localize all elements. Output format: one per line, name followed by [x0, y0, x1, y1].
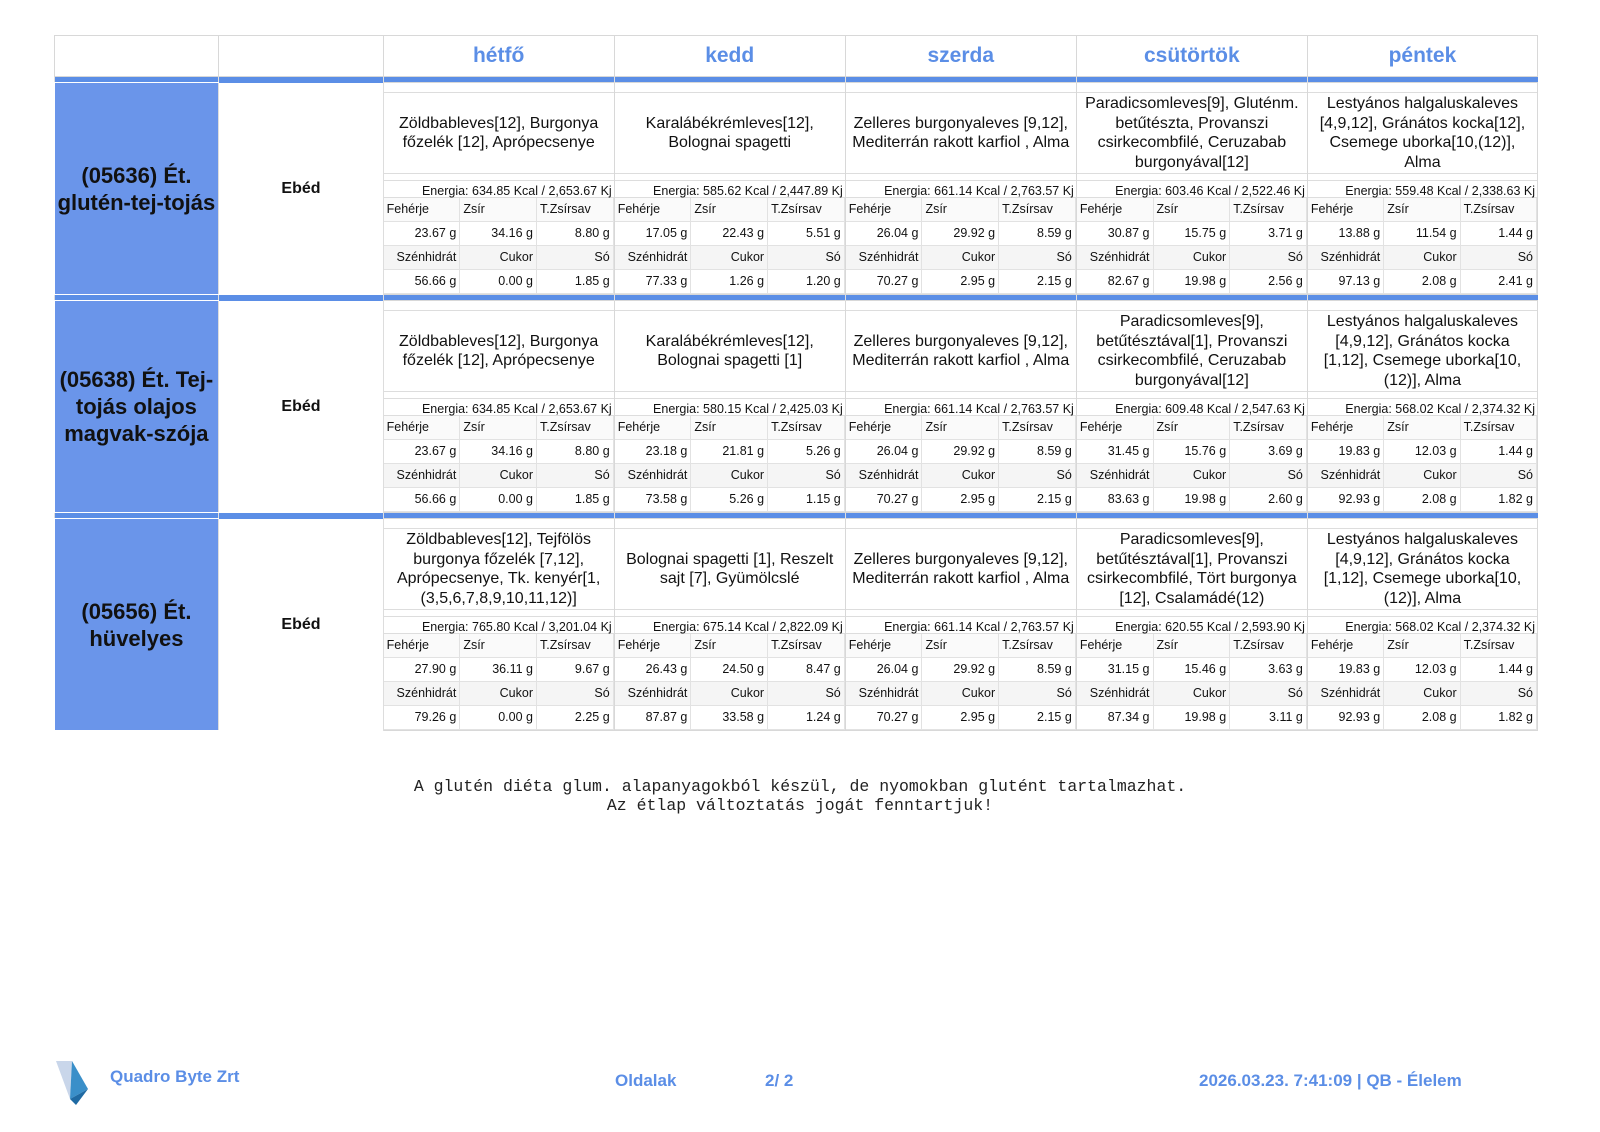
salt-value: 1.20 g [768, 270, 845, 294]
dish-text: Zöldbableves[12], Burgonya főzelék [12], Aprópecsenye [384, 92, 614, 174]
carb-value: 79.26 g [384, 706, 461, 730]
nutrition-grid [1077, 416, 1307, 512]
sugar-value: 0.00 g [460, 270, 537, 294]
energy-value: Energia: 585.62 Kcal / 2,447.89 Kj [615, 180, 845, 198]
nutrient-label: Zsír [922, 634, 999, 658]
nutrient-label: Fehérje [1308, 198, 1384, 222]
nutrient-label: Szénhidrát [1077, 464, 1154, 488]
fat-value: 29.92 g [922, 440, 999, 464]
salt-value: 1.85 g [537, 488, 614, 512]
footer-note-line: A glutén diéta glum. alapanyagokból készül, de nyomokban glutént tartalmazhat. [413, 777, 1187, 796]
nutrient-label: Só [537, 464, 614, 488]
dish-text: Lestyános halgaluskaleves [4,9,12], Gránátos kocka[12], Csemege uborka[10,(12)], Alma [1308, 92, 1537, 174]
nutrient-label: Zsír [460, 416, 537, 440]
energy-value: Energia: 609.48 Kcal / 2,547.63 Kj [1077, 398, 1307, 416]
carb-value: 83.63 g [1077, 488, 1154, 512]
carb-value: 70.27 g [846, 488, 923, 512]
nutrient-label: T.Zsírsav [768, 416, 845, 440]
sat-fat-value: 3.69 g [1230, 440, 1307, 464]
dish-text: Lestyános halgaluskaleves [4,9,12], Gránátos kocka [1,12], Csemege uborka[10,(12)], Alma [1308, 528, 1537, 610]
nutrient-label: Só [768, 682, 845, 706]
fat-value: 34.16 g [460, 222, 537, 246]
nutrition-grid [846, 416, 1076, 512]
fat-value: 11.54 g [1384, 222, 1460, 246]
nutrient-label: Só [537, 682, 614, 706]
nutrient-label: T.Zsírsav [999, 416, 1076, 440]
nutrient-label: Cukor [460, 246, 537, 270]
day-header: szerda [845, 36, 1076, 77]
day-cell [1307, 301, 1537, 513]
protein-value: 17.05 g [615, 222, 692, 246]
fat-value: 24.50 g [691, 658, 768, 682]
nutrient-label: T.Zsírsav [999, 634, 1076, 658]
nutrient-label: Cukor [1154, 464, 1231, 488]
meal-label: Ebéd [219, 301, 383, 513]
carb-value: 56.66 g [384, 488, 461, 512]
nutrient-label: Zsír [922, 416, 999, 440]
salt-value: 2.56 g [1230, 270, 1307, 294]
diet-row [55, 301, 1538, 513]
nutrition-grid [1308, 634, 1537, 730]
salt-value: 1.82 g [1461, 706, 1537, 730]
dish-text: Paradicsomleves[9], betűtésztával[1], Provanszi csirkecombfilé, Ceruzabab burgonyával[12] [1077, 310, 1307, 392]
protein-value: 27.90 g [384, 658, 461, 682]
protein-value: 26.04 g [846, 222, 923, 246]
nutrient-label: Szénhidrát [846, 246, 923, 270]
salt-value: 2.15 g [999, 706, 1076, 730]
protein-value: 13.88 g [1308, 222, 1384, 246]
nutrient-label: Zsír [1154, 198, 1231, 222]
nutrient-label: Cukor [1154, 682, 1231, 706]
nutrient-label: Szénhidrát [1308, 464, 1384, 488]
salt-value: 2.15 g [999, 270, 1076, 294]
protein-value: 26.04 g [846, 440, 923, 464]
nutrient-label: Só [1230, 464, 1307, 488]
sat-fat-value: 1.44 g [1461, 222, 1537, 246]
day-cell [845, 83, 1076, 295]
meal-label: Ebéd [219, 83, 383, 295]
nutrient-label: Só [1230, 682, 1307, 706]
dish-text: Zöldbableves[12], Burgonya főzelék [12], Aprópecsenye [384, 310, 614, 392]
sat-fat-value: 8.59 g [999, 440, 1076, 464]
day-cell [614, 83, 845, 295]
nutrient-label: Zsír [460, 634, 537, 658]
nutrient-label: Cukor [922, 682, 999, 706]
sat-fat-value: 8.47 g [768, 658, 845, 682]
nutrient-label: Só [1461, 682, 1537, 706]
nutrient-label: Fehérje [1308, 634, 1384, 658]
nutrient-label: Só [1230, 246, 1307, 270]
nutrient-label: Cukor [922, 464, 999, 488]
nutrient-label: Zsír [691, 198, 768, 222]
protein-value: 26.04 g [846, 658, 923, 682]
energy-value: Energia: 634.85 Kcal / 2,653.67 Kj [384, 398, 614, 416]
nutrition-grid [1077, 198, 1307, 294]
day-cell [383, 301, 614, 513]
nutrient-label: T.Zsírsav [537, 634, 614, 658]
day-cell [1307, 519, 1537, 731]
protein-value: 23.18 g [615, 440, 692, 464]
carb-value: 92.93 g [1308, 488, 1384, 512]
company-name: Quadro Byte Zrt [110, 1067, 240, 1086]
day-cell [383, 519, 614, 731]
sugar-value: 33.58 g [691, 706, 768, 730]
nutrient-label: T.Zsírsav [1461, 634, 1537, 658]
nutrient-label: Só [768, 246, 845, 270]
nutrient-label: Szénhidrát [615, 246, 692, 270]
nutrient-label: Fehérje [846, 416, 923, 440]
sugar-value: 19.98 g [1154, 488, 1231, 512]
nutrient-label: Fehérje [846, 634, 923, 658]
nutrition-grid [1308, 416, 1537, 512]
fat-value: 15.76 g [1154, 440, 1231, 464]
dish-text: Zelleres burgonyaleves [9,12], Mediterrán rakott karfiol , Alma [846, 92, 1076, 174]
fat-value: 21.81 g [691, 440, 768, 464]
nutrient-label: Fehérje [615, 634, 692, 658]
carb-value: 87.87 g [615, 706, 692, 730]
carb-value: 77.33 g [615, 270, 692, 294]
nutrient-label: T.Zsírsav [1461, 198, 1537, 222]
nutrient-label: Cukor [1154, 246, 1231, 270]
carb-value: 92.93 g [1308, 706, 1384, 730]
nutrition-grid [1077, 634, 1307, 730]
nutrition-grid [846, 198, 1076, 294]
nutrient-label: Cukor [691, 464, 768, 488]
diet-row [55, 519, 1538, 731]
diet-row [55, 83, 1538, 295]
day-header: csütörtök [1076, 36, 1307, 77]
nutrient-label: Szénhidrát [384, 682, 461, 706]
dish-text: Paradicsomleves[9], Gluténm. betűtészta, Provanszi csirkecombfilé, Ceruzabab burgonyával[12] [1077, 92, 1307, 174]
nutrient-label: Zsír [691, 634, 768, 658]
nutrition-grid [384, 634, 614, 730]
nutrient-label: Szénhidrát [846, 682, 923, 706]
sugar-value: 2.95 g [922, 706, 999, 730]
salt-value: 1.85 g [537, 270, 614, 294]
nutrient-label: T.Zsírsav [1230, 198, 1307, 222]
nutrient-label: T.Zsírsav [537, 198, 614, 222]
nutrient-label: Szénhidrát [615, 682, 692, 706]
sat-fat-value: 8.80 g [537, 440, 614, 464]
dish-text: Zöldbableves[12], Tejfölös burgonya főzelék [7,12], Aprópecsenye, Tk. kenyér[1,(3,5,6,7,8,9,10,11,12)] [384, 528, 614, 610]
energy-value: Energia: 603.46 Kcal / 2,522.46 Kj [1077, 180, 1307, 198]
fat-value: 22.43 g [691, 222, 768, 246]
sat-fat-value: 8.80 g [537, 222, 614, 246]
nutrient-label: Szénhidrát [384, 246, 461, 270]
carb-value: 82.67 g [1077, 270, 1154, 294]
dish-text: Karalábékrémleves[12], Bolognai spagetti [1] [615, 310, 845, 392]
fat-value: 34.16 g [460, 440, 537, 464]
nutrient-label: Só [768, 464, 845, 488]
dish-text: Bolognai spagetti [1], Reszelt sajt [7], Gyümölcslé [615, 528, 845, 610]
nutrient-label: Fehérje [384, 198, 461, 222]
header-blank-meal [219, 36, 383, 77]
fat-value: 29.92 g [922, 658, 999, 682]
nutrient-label: T.Zsírsav [999, 198, 1076, 222]
nutrient-label: Fehérje [384, 416, 461, 440]
energy-value: Energia: 661.14 Kcal / 2,763.57 Kj [846, 616, 1076, 634]
quadro-byte-logo-icon [54, 1059, 90, 1105]
carb-value: 97.13 g [1308, 270, 1384, 294]
pages-label: Oldalak [615, 1071, 677, 1090]
sugar-value: 2.95 g [922, 270, 999, 294]
nutrition-grid [615, 634, 845, 730]
header-blank-diet [55, 36, 219, 77]
sugar-value: 19.98 g [1154, 706, 1231, 730]
nutrient-label: Zsír [691, 416, 768, 440]
sat-fat-value: 8.59 g [999, 222, 1076, 246]
energy-value: Energia: 661.14 Kcal / 2,763.57 Kj [846, 398, 1076, 416]
nutrient-label: Cukor [1384, 246, 1460, 270]
day-cell [614, 301, 845, 513]
sugar-value: 5.26 g [691, 488, 768, 512]
nutrient-label: Cukor [1384, 464, 1460, 488]
sat-fat-value: 8.59 g [999, 658, 1076, 682]
day-cell [383, 83, 614, 295]
day-header: kedd [614, 36, 845, 77]
nutrient-label: T.Zsírsav [1230, 634, 1307, 658]
fat-value: 36.11 g [460, 658, 537, 682]
salt-value: 2.15 g [999, 488, 1076, 512]
nutrient-label: T.Zsírsav [768, 198, 845, 222]
nutrient-label: Szénhidrát [384, 464, 461, 488]
dish-text: Paradicsomleves[9], betűtésztával[1], Provanszi csirkecombfilé, Tört burgonya [12], Csalamádé(12) [1077, 528, 1307, 610]
day-cell [1307, 83, 1537, 295]
energy-value: Energia: 675.14 Kcal / 2,822.09 Kj [615, 616, 845, 634]
protein-value: 26.43 g [615, 658, 692, 682]
nutrient-label: Só [999, 682, 1076, 706]
nutrient-label: Zsír [1154, 416, 1231, 440]
nutrition-grid [846, 634, 1076, 730]
nutrient-label: T.Zsírsav [1230, 416, 1307, 440]
nutrient-label: Szénhidrát [615, 464, 692, 488]
day-cell [1076, 519, 1307, 731]
nutrient-label: Fehérje [615, 416, 692, 440]
nutrient-label: Szénhidrát [1077, 246, 1154, 270]
nutrient-label: Só [537, 246, 614, 270]
protein-value: 30.87 g [1077, 222, 1154, 246]
energy-value: Energia: 580.15 Kcal / 2,425.03 Kj [615, 398, 845, 416]
footer-note-line: Az étlap változtatás jogát fenntartjuk! [606, 796, 994, 815]
sat-fat-value: 3.71 g [1230, 222, 1307, 246]
nutrient-label: Fehérje [1308, 416, 1384, 440]
nutrient-label: Fehérje [1077, 198, 1154, 222]
sat-fat-value: 1.44 g [1461, 440, 1537, 464]
sugar-value: 19.98 g [1154, 270, 1231, 294]
energy-value: Energia: 765.80 Kcal / 3,201.04 Kj [384, 616, 614, 634]
protein-value: 31.45 g [1077, 440, 1154, 464]
day-cell [1076, 83, 1307, 295]
fat-value: 15.46 g [1154, 658, 1231, 682]
salt-value: 2.60 g [1230, 488, 1307, 512]
sugar-value: 2.95 g [922, 488, 999, 512]
salt-value: 2.41 g [1461, 270, 1537, 294]
nutrient-label: T.Zsírsav [1461, 416, 1537, 440]
sugar-value: 0.00 g [460, 706, 537, 730]
sat-fat-value: 5.51 g [768, 222, 845, 246]
protein-value: 19.83 g [1308, 658, 1384, 682]
nutrient-label: Zsír [1384, 198, 1460, 222]
nutrient-label: Zsír [460, 198, 537, 222]
day-cell [614, 519, 845, 731]
carb-value: 87.34 g [1077, 706, 1154, 730]
protein-value: 23.67 g [384, 222, 461, 246]
fat-value: 12.03 g [1384, 440, 1460, 464]
energy-value: Energia: 559.48 Kcal / 2,338.63 Kj [1308, 180, 1537, 198]
print-timestamp: 2026.03.23. 7:41:09 | QB - Élelem [1199, 1071, 1462, 1090]
nutrient-label: Só [1461, 464, 1537, 488]
day-cell [845, 301, 1076, 513]
diet-name: (05638) Ét. Tej-tojás olajos magvak-szója [55, 301, 219, 513]
day-header: hétfő [383, 36, 614, 77]
nutrient-label: T.Zsírsav [768, 634, 845, 658]
nutrient-label: Szénhidrát [1308, 246, 1384, 270]
nutrient-label: Só [1461, 246, 1537, 270]
nutrient-label: Fehérje [615, 198, 692, 222]
sat-fat-value: 9.67 g [537, 658, 614, 682]
nutrient-label: Zsír [1384, 634, 1460, 658]
nutrient-label: Cukor [922, 246, 999, 270]
dish-text: Lestyános halgaluskaleves [4,9,12], Gránátos kocka [1,12], Csemege uborka[10,(12)], Alma [1308, 310, 1537, 392]
nutrition-grid [615, 198, 845, 294]
diet-name: (05656) Ét. hüvelyes [55, 519, 219, 731]
nutrient-label: Zsír [922, 198, 999, 222]
energy-value: Energia: 634.85 Kcal / 2,653.67 Kj [384, 180, 614, 198]
day-header: péntek [1307, 36, 1537, 77]
nutrient-label: Cukor [1384, 682, 1460, 706]
nutrient-label: Szénhidrát [846, 464, 923, 488]
salt-value: 1.15 g [768, 488, 845, 512]
nutrient-label: Cukor [691, 682, 768, 706]
day-header-row [55, 36, 1538, 77]
nutrition-grid [384, 416, 614, 512]
fat-value: 15.75 g [1154, 222, 1231, 246]
nutrient-label: Zsír [1154, 634, 1231, 658]
energy-value: Energia: 620.55 Kcal / 2,593.90 Kj [1077, 616, 1307, 634]
carb-value: 70.27 g [846, 706, 923, 730]
sugar-value: 0.00 g [460, 488, 537, 512]
protein-value: 31.15 g [1077, 658, 1154, 682]
day-cell [845, 519, 1076, 731]
salt-value: 2.25 g [537, 706, 614, 730]
nutrient-label: Zsír [1384, 416, 1460, 440]
energy-value: Energia: 568.02 Kcal / 2,374.32 Kj [1308, 616, 1537, 634]
nutrient-label: Só [999, 464, 1076, 488]
footer-note [0, 777, 1600, 815]
sat-fat-value: 1.44 g [1461, 658, 1537, 682]
meal-label: Ebéd [219, 519, 383, 731]
salt-value: 1.82 g [1461, 488, 1537, 512]
carb-value: 73.58 g [615, 488, 692, 512]
nutrient-label: Fehérje [1077, 634, 1154, 658]
protein-value: 19.83 g [1308, 440, 1384, 464]
diet-name: (05636) Ét. glutén-tej-tojás [55, 83, 219, 295]
dish-text: Zelleres burgonyaleves [9,12], Mediterrán rakott karfiol , Alma [846, 528, 1076, 610]
dish-text: Karalábékrémleves[12], Bolognai spagetti [615, 92, 845, 174]
carb-value: 56.66 g [384, 270, 461, 294]
nutrient-label: Fehérje [384, 634, 461, 658]
nutrition-grid [615, 416, 845, 512]
fat-value: 12.03 g [1384, 658, 1460, 682]
sugar-value: 2.08 g [1384, 706, 1460, 730]
sugar-value: 2.08 g [1384, 488, 1460, 512]
nutrition-grid [384, 198, 614, 294]
nutrient-label: Fehérje [846, 198, 923, 222]
energy-value: Energia: 661.14 Kcal / 2,763.57 Kj [846, 180, 1076, 198]
pages-value: 2/ 2 [765, 1071, 794, 1090]
dish-text: Zelleres burgonyaleves [9,12], Mediterrán rakott karfiol , Alma [846, 310, 1076, 392]
carb-value: 70.27 g [846, 270, 923, 294]
nutrient-label: T.Zsírsav [537, 416, 614, 440]
sugar-value: 2.08 g [1384, 270, 1460, 294]
nutrient-label: Fehérje [1077, 416, 1154, 440]
nutrition-grid [1308, 198, 1537, 294]
sugar-value: 1.26 g [691, 270, 768, 294]
energy-value: Energia: 568.02 Kcal / 2,374.32 Kj [1308, 398, 1537, 416]
nutrient-label: Szénhidrát [1077, 682, 1154, 706]
nutrient-label: Cukor [691, 246, 768, 270]
nutrient-label: Szénhidrát [1308, 682, 1384, 706]
weekly-menu-table [54, 35, 1538, 731]
salt-value: 3.11 g [1230, 706, 1307, 730]
nutrient-label: Só [999, 246, 1076, 270]
sat-fat-value: 5.26 g [768, 440, 845, 464]
day-cell [1076, 301, 1307, 513]
protein-value: 23.67 g [384, 440, 461, 464]
fat-value: 29.92 g [922, 222, 999, 246]
salt-value: 1.24 g [768, 706, 845, 730]
nutrient-label: Cukor [460, 464, 537, 488]
sat-fat-value: 3.63 g [1230, 658, 1307, 682]
nutrient-label: Cukor [460, 682, 537, 706]
